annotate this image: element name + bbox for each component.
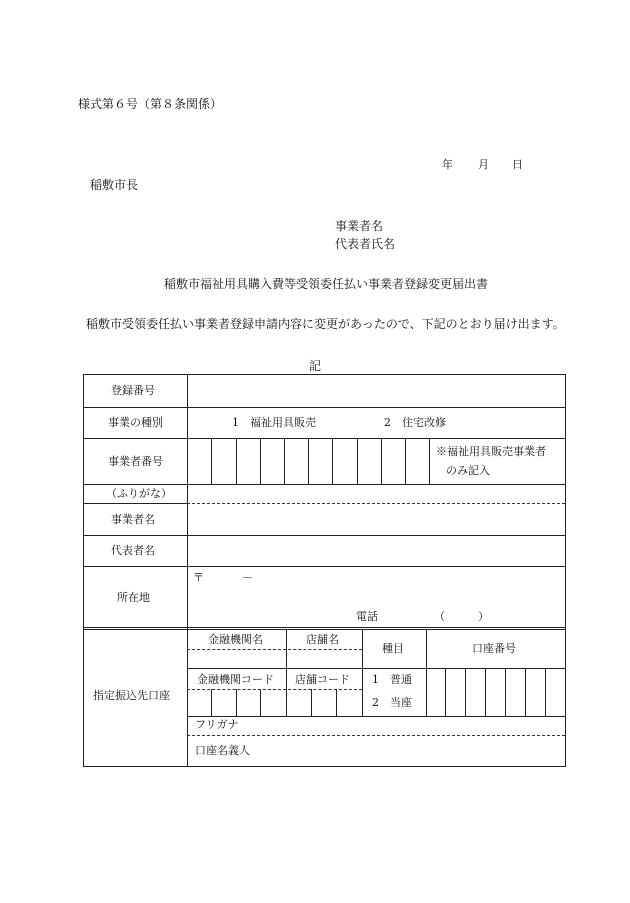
business-name-label: 事業者名 bbox=[111, 513, 155, 526]
address-label: 所在地 bbox=[117, 591, 150, 604]
business-type-label: 事業の種別 bbox=[108, 416, 163, 429]
document-title: 稲敷市福祉用具購入費等受領委任払い事業者登録変更届出書 bbox=[164, 277, 489, 291]
branch-name-label: 店舗名 bbox=[306, 633, 339, 646]
addressee: 稲敷市長 bbox=[90, 178, 139, 192]
date-year-label: 年 bbox=[442, 158, 453, 171]
account-holder-label: 口座名義人 bbox=[195, 744, 250, 757]
postal-dash: － bbox=[242, 571, 253, 584]
type-option-welfare-sales[interactable]: 1 福祉用具販売 bbox=[232, 416, 316, 429]
date-day-label: 日 bbox=[512, 158, 523, 171]
applicant-business-name-label: 事業者名 bbox=[335, 219, 384, 233]
furigana-kana-label: フリガナ bbox=[195, 718, 239, 731]
form-number: 様式第６号（第８条関係） bbox=[78, 97, 223, 111]
ki-label: 記 bbox=[309, 359, 322, 373]
bank-code-label: 金融機関コード bbox=[197, 673, 274, 686]
account-type-current[interactable]: 2 当座 bbox=[372, 696, 412, 709]
representative-label: 代表者名 bbox=[111, 544, 155, 557]
account-number-label: 口座番号 bbox=[472, 642, 516, 655]
bank-account-label: 指定振込先口座 bbox=[93, 689, 170, 702]
date-month-label: 月 bbox=[478, 158, 489, 171]
postal-mark: 〒 bbox=[193, 571, 204, 584]
applicant-representative-label: 代表者氏名 bbox=[335, 237, 396, 251]
phone-area-parens: （ ） bbox=[434, 610, 489, 623]
type-option-home-renovation[interactable]: 2 住宅改修 bbox=[384, 416, 446, 429]
account-type-ordinary[interactable]: 1 普通 bbox=[372, 673, 412, 686]
phone-label: 電話 bbox=[356, 610, 378, 623]
business-number-label: 事業者番号 bbox=[108, 455, 163, 468]
document-body: 稲敷市受領委任払い事業者登録申請内容に変更があったので、下記のとおり届け出ます。 bbox=[86, 317, 565, 331]
branch-code-label: 店舗コード bbox=[295, 673, 350, 686]
business-number-note-line1: ※福祉用具販売事業者 bbox=[436, 445, 546, 458]
furigana-label: （ふりがな） bbox=[106, 487, 172, 500]
bank-name-label: 金融機関名 bbox=[208, 633, 263, 646]
registration-number-label: 登録番号 bbox=[111, 384, 155, 397]
business-number-note-line2: のみ記入 bbox=[446, 464, 490, 477]
account-type-label: 種目 bbox=[382, 642, 404, 655]
